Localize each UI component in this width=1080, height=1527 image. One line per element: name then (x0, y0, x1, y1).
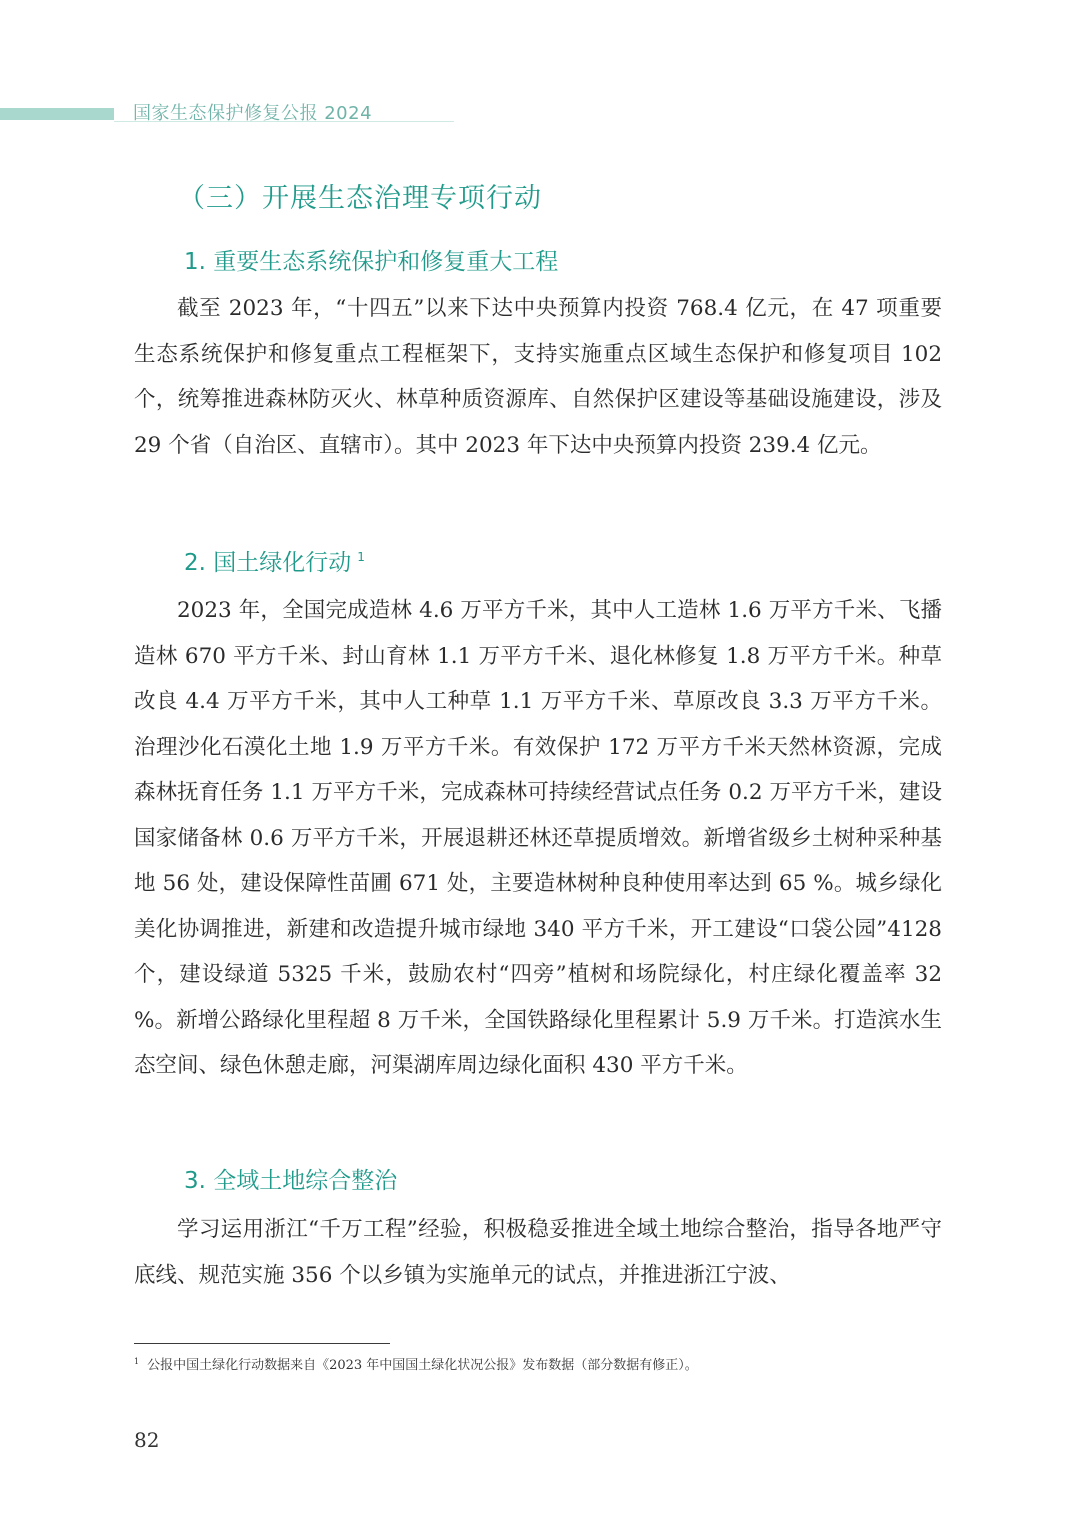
subsection-heading-1: 1. 重要生态系统保护和修复重大工程 (184, 249, 559, 275)
running-header-title: 国家生态保护修复公报 2024 (133, 103, 373, 124)
footnote-reference[interactable]: 1 (357, 550, 365, 565)
subsection-heading-2 (184, 544, 365, 577)
subsection-heading-2-text: 2. 国土绿化行动 (184, 550, 352, 576)
footnote (134, 1354, 698, 1373)
footnote-text: 公报中国土绿化行动数据来自《2023 年中国国土绿化状况公报》发布数据（部分数据有修正）。 (147, 1358, 698, 1373)
footnote-separator (134, 1343, 390, 1344)
page-number: 82 (134, 1428, 160, 1452)
subsection-body-1: 截至 2023 年，“十四五”以来下达中央预算内投资 768.4 亿元，在 47 项重要生态系统保护和修复重点工程框架下，支持实施重点区域生态保护和修复项目 102 个，统筹推进森林防灭火、林草种质资源库、自然保护区建设等基础设施建设，涉及 29 个省（自治区、直辖市）。其中 2023 年下达中央预算内投资 239.4 亿元。 (134, 296, 942, 458)
subsection-heading-3: 3. 全域土地综合整治 (184, 1168, 398, 1194)
header-accent-bar (0, 108, 114, 120)
subsection-body-2: 2023 年，全国完成造林 4.6 万平方千米，其中人工造林 1.6 万平方千米、飞播造林 670 平方千米、封山育林 1.1 万平方千米、退化林修复 1.8 万平方千米。种草改良 4.4 万平方千米，其中人工种草 1.1 万平方千米、草原改良 3.3 万平方千米。治理沙化石漠化土地 1.9 万平方千米。有效保护 172 万平方千米天然林资源，完成森林抚育任务 1.1 万平方千米，完成森林可持续经营试点任务 0.2 万平方千米，建设国家储备林 0.6 万平方千米，开展退耕还林还草提质增效。新增省级乡土树种采种基地 56 处，建设保障性苗圃 671 处，主要造林树种良种使用率达到 65 %。城乡绿化美化协调推进，新建和改造提升城市绿地 340 平方千米，开工建设“口袋公园”4128 个，建设绿道 5325 千米，鼓励农村“四旁”植树和场院绿化，村庄绿化覆盖率 32 %。新增公路绿化里程超 8 万千米，全国铁路绿化里程累计 5.9 万千米。打造滨水生态空间、绿色休憩走廊，河渠湖库周边绿化面积 430 平方千米。 (134, 598, 942, 1078)
subsection-body-3: 学习运用浙江“千万工程”经验，积极稳妥推进全域土地综合整治，指导各地严守底线、规范实施 356 个以乡镇为实施单元的试点，并推进浙江宁波、 (134, 1217, 942, 1288)
footnote-marker: 1 (134, 1356, 140, 1366)
section-heading: （三）开展生态治理专项行动 (178, 183, 542, 214)
